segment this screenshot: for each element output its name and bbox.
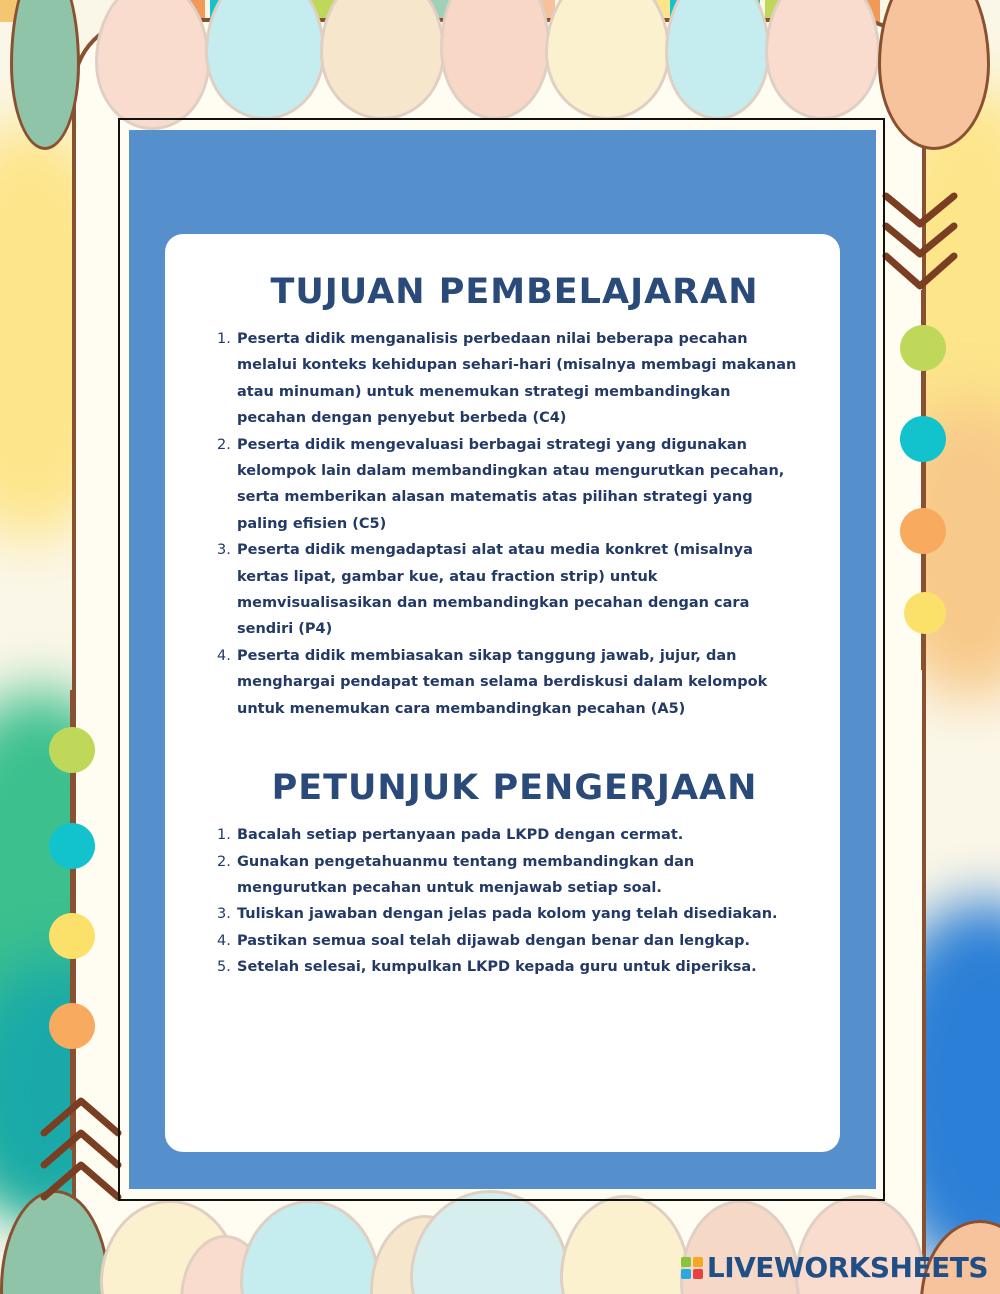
list-item: 4. Peserta didik membiasakan sikap tanggung jawab, jujur, dan menghargai pendapat teman selama berdiskusi dalam kelompok untuk menemukan cara membandingkan pecahan (A5) (217, 647, 768, 717)
list-item: 1. Bacalah setiap pertanyaan pada LKPD dengan cermat. (217, 827, 684, 844)
instructions-title: PETUNJUK PENGERJAAN (271, 768, 758, 809)
decor-dot-cyan (900, 416, 946, 462)
decor-dot-yellow (904, 592, 946, 634)
content-card (165, 234, 840, 1152)
list-item: 1. Peserta didik menganalisis perbedaan nilai beberapa pecahan melalui konteks kehidupan sehari-hari (misalnya membagi makanan atau minuman) untuk menemukan strategi membandingkan pecahan dengan penyebut berbeda (C4) (217, 331, 797, 427)
decor-dot-green (900, 325, 946, 371)
list-item: 3. Tuliskan jawaban dengan jelas pada kolom yang telah disediakan. (217, 906, 778, 923)
learning-goals-list (217, 326, 798, 722)
decor-dot-orange (900, 508, 946, 554)
decor-dot-cyan (49, 823, 95, 869)
decor-dot-orange (49, 1003, 95, 1049)
list-item: 2. Peserta didik mengevaluasi berbagai strategi yang digunakan kelompok lain dalam membandingkan atau mengurutkan pecahan, serta memberikan alasan matematis atas pilihan strategi yang paling efisien (C5) (217, 436, 785, 532)
chevron-up-icon (40, 1095, 122, 1203)
learning-goals-title: TUJUAN PEMBELAJARAN (270, 272, 759, 312)
decor-dot-green (49, 727, 95, 773)
list-item: 5. Setelah selesai, kumpulkan LKPD kepada guru untuk diperiksa. (217, 959, 757, 976)
watermark-text: LIVEWORKSHEETS (706, 1251, 988, 1284)
list-item: 3. Peserta didik mengadaptasi alat atau media konkret (misalnya kertas lipat, gambar kue, atau fraction strip) untuk memvisualisasikan dan membandingkan pecahan dengan cara sendiri (P4) (217, 542, 753, 638)
chevron-down-icon (882, 190, 958, 294)
liveworksheets-logo-icon (681, 1257, 703, 1279)
liveworksheets-watermark[interactable] (681, 1251, 988, 1284)
list-item: 4. Pastikan semua soal telah dijawab dengan benar dan lengkap. (217, 932, 751, 949)
instructions-list (217, 822, 798, 980)
decor-dot-yellow (49, 913, 95, 959)
list-item: 2. Gunakan pengetahuanmu tentang membandingkan dan mengurutkan pecahan untuk menjawab setiap soal. (217, 853, 695, 896)
